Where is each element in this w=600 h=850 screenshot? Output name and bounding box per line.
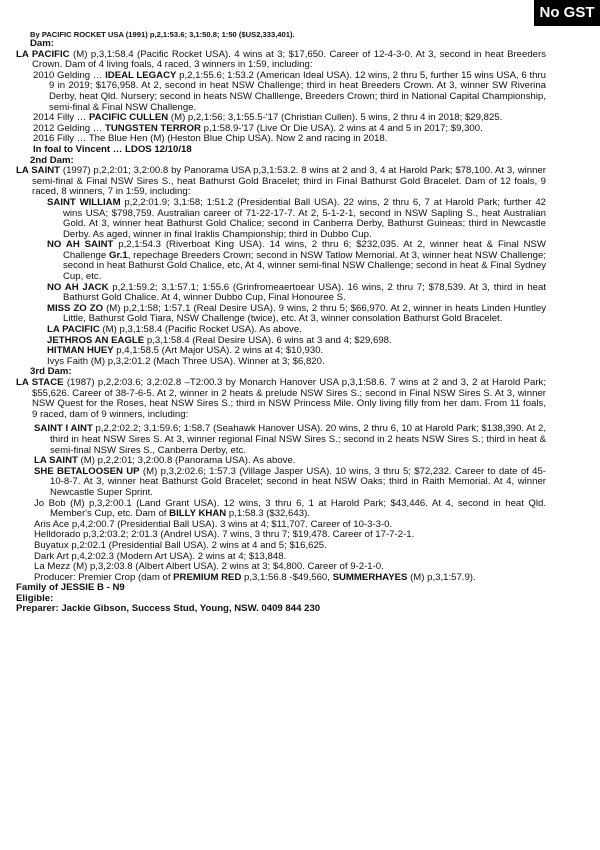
pedigree-page [13, 30, 546, 615]
dam-progeny-item: 2014 Filly … PACIFIC CULLEN (M) p,2,1:56; 3,1:55.5-'17 (Christian Cullen). 5 wins, 2 thru 4 in 2018; $29,825. [33, 112, 503, 124]
family-line: Family of JESSIE B - N9 [16, 582, 125, 594]
second-dam-entry: LA SAINT (1997) p,2,2:01; 3,2:00.8 by Panorama USA p,3,1:53.2. 8 wins at 2 and 3, 4 at Harold Park; $78,100. At 3, winner semi-final & Final NSW Sires S., heat Bathurst Gold Bracelet; third in Final Bathurst Gold Bracelet. Dam of 12 foals, 9 raced, 8 winners, 7 in 1:59, including: [16, 165, 546, 198]
sire-line: By PACIFIC ROCKET USA (1991) p,2,1:53.6; 3,1:50.8; 1:50 ($US2,333,401). [30, 30, 295, 39]
second-dam-heading: 2nd Dam: [30, 154, 74, 166]
third-dam-progeny-item: La Mezz (M) p,3,2:03.8 (Albert Albert USA). 2 wins at 3; $4,800. Career of 9-2-1-0. [34, 561, 384, 573]
third-dam-heading: 3rd Dam: [30, 366, 72, 378]
eligible-line: Eligible: [16, 592, 54, 604]
no-gst-badge: No GST [534, 0, 600, 26]
second-dam-progeny-item: Ivys Faith (M) p,3,2:01.2 (Mach Three USA). Winner at 3; $6,820. [47, 355, 325, 367]
third-dam-progeny-item: SHE BETALOOSEN UP (M) p,3,2:02.6; 1:57.3 (Village Jasper USA). 10 wins, 3 thru 5; $72,232. Career to date of 45-10-8-7. At 3, winner heat Bathurst Gold Bracelet; second in heat NSW Oaks; third in Raith Memorial. At 4, winner Newcastle Super Sprint. [34, 465, 546, 498]
second-dam-progeny-item: MISS ZO ZO (M) p,2,1:58; 1:57.1 (Real Desire USA). 9 wins, 2 thru 5; $66,970. At 2, winner in heats Linden Huntley Little, Bathurst Gold Tiara, NSW Challenge (twice), etc. At 3, winner consolation Bathurst Gold Bracelet. [47, 302, 547, 325]
preparer-line: Preparer: Jackie Gibson, Success Stud, Young, NSW. 0409 844 230 [16, 603, 321, 615]
third-dam-progeny-item: LA SAINT (M) p,2,2:01; 3,2:00.8 (Panorama USA). As above. [34, 455, 296, 467]
second-dam-progeny-item: NO AH SAINT p,2,1:54.3 (Riverboat King USA). 14 wins, 2 thru 6; $232,035. At 2, winner heat & Final NSW Challenge Gr.1, repechage Breeders Crown; second in NSW Tatlow Memorial. At 3, winner heat NSW Challenge; second in heat Bathurst Gold Chalice, etc, At 4, winner semi-final NSW Challenge; second in heat & Final Sydney Cup, etc. [47, 239, 546, 283]
second-dam-progeny-item: LA PACIFIC (M) p,3,1:58.4 (Pacific Rocket USA). As above. [47, 324, 302, 336]
dam-progeny-item: 2010 Gelding … IDEAL LEGACY p,2,1:55.6; 1:53.2 (American Ideal USA). 12 wins, 2 thru 5, further 15 wins USA, 6 thru 9 in 2019; $176,958. At 2, second in heat NSW Challenge; third in heat Breeders Crown. At 3, winner SW Riverina Derby, heat Qld. Nursery; second in heats NSW Challlenge, Breeders Crown; third in National Capital Championship, semi-final & Final NSW Challenge. [33, 69, 546, 113]
second-dam-progeny-item: JETHROS AN EAGLE p,3,1:58.4 (Real Desire USA). 6 wins at 3 and 4; $29,698. [47, 334, 392, 346]
third-dam-progeny-item: SAINT I AINT p,2,2:02.2; 3,1:59.6; 1:58.7 (Seahawk Hanover USA). 20 wins, 2 thru 6, 10 at Harold Park; $138,390. At 2, third in heat NSW Sires S. At 3, winner regional Final NSW Sires S.; second in 2 heats NSW Sires S.; third in heat & semi-final NSW Sires S., Canberra Derby, etc. [34, 423, 547, 456]
third-dam-progeny-item: Dark Art p,4,2:02.3 (Modern Art USA). 2 wins at 4; $13,848. [34, 550, 287, 562]
third-dam-progeny-item: Buyatux p,2:02.1 (Presidential Ball USA). 2 wins at 4 and 5; $16,625. [34, 539, 327, 551]
producer-line: Producer: Premier Crop (dam of PREMIUM RED p,3,1:56.8 -$49,560, SUMMERHAYES (M) p,3,1:57.9). [34, 571, 476, 583]
second-dam-progeny-item: SAINT WILLIAM p,2,2:01.9; 3,1:58; 1:51.2 (Presidential Ball USA). 22 wins, 2 thru 6, 7 at Harold Park; further 42 wins USA; $798,759. Australian career of 71-22-17-7. At 2, 5-1-2-1, second in NSW Sapling S., heat Australian Gold. At 3, winner heat Bathurst Gold Chalice; second in Canberra Derby, Bathurst Guineas; third in Newcastle Derby. As aged, winner in final Iraklis Championship; third in Dubbo Cup. [47, 196, 546, 240]
third-dam-progeny-item: Aris Ace p,4,2:00.7 (Presidential Ball USA). 3 wins at 4; $11,707. Career of 10-3-3-0. [34, 518, 393, 530]
dam-entry: LA PACIFIC (M) p,3,1:58.4 (Pacific Rocket USA). 4 wins at 3; $17,650. Career of 12-4-3-0. At 3, second in heat Breeders Crown. Dam of 4 living foals, 4 raced, 3 winners in 1:59, including: [16, 48, 546, 71]
dam-heading: Dam: [30, 38, 54, 49]
dam-progeny-item: 2016 Filly … The Blue Hen (M) (Heston Blue Chip USA). Now 2 and racing in 2018. [33, 133, 388, 145]
second-dam-progeny-item: NO AH JACK p,2,1:59.2; 3,1:57.1; 1:55.6 (Grinfromeaertoear USA). 16 wins, 2 thru 7; $78,539. At 3, third in heat Bathurst Gold Chalice. At 4, winner Dubbo Cup, Final Honouree S. [47, 281, 546, 304]
third-dam-entry: LA STACE (1987) p,2,2:03.6; 3,2:02.8 –T2:00.3 by Monarch Hanover USA p,3,1:58.6. 7 wins at 2 and 3, 2 at Harold Park; $55,626. Career of 38-7-6-5. At 2, winner in 2 heats & prelude NSW Sires S.; second in Final NSW Sires S. At 3, winner NSW Quest for the Roses, heat NSW Sires S.; third in NSW Princess Mile. Only living filly from her dam. From 11 foals, 9 raced, dam of 9 winners, including: [16, 377, 546, 420]
dam-progeny-item: 2012 Gelding … TUNGSTEN TERROR p,1:58.9-'17 (Live Or Die USA). 2 wins at 4 and 5 in 2017; $9,300. [33, 122, 483, 134]
in-foal-note: In foal to Vincent … LDOS 12/10/18 [33, 143, 192, 155]
third-dam-progeny-item: Jo Bob (M) p,3,2:00.1 (Land Grant USA). 12 wins, 3 thru 6, 1 at Harold Park; $43,446. At 4, second in heat Qld. Member's Cup, etc. Dam of BILLY KHAN p,1:58.3 ($32,643). [34, 497, 546, 520]
second-dam-progeny-item: HITMAN HUEY p,4,1:58.5 (Art Major USA). 2 wins at 4; $10,930. [47, 345, 324, 357]
third-dam-progeny-item: Helldorado p,3,2:03.2; 2:01.3 (Andrel USA). 7 wins, 3 thru 7; $19,478. Career of 17-7-2-1. [34, 529, 415, 541]
